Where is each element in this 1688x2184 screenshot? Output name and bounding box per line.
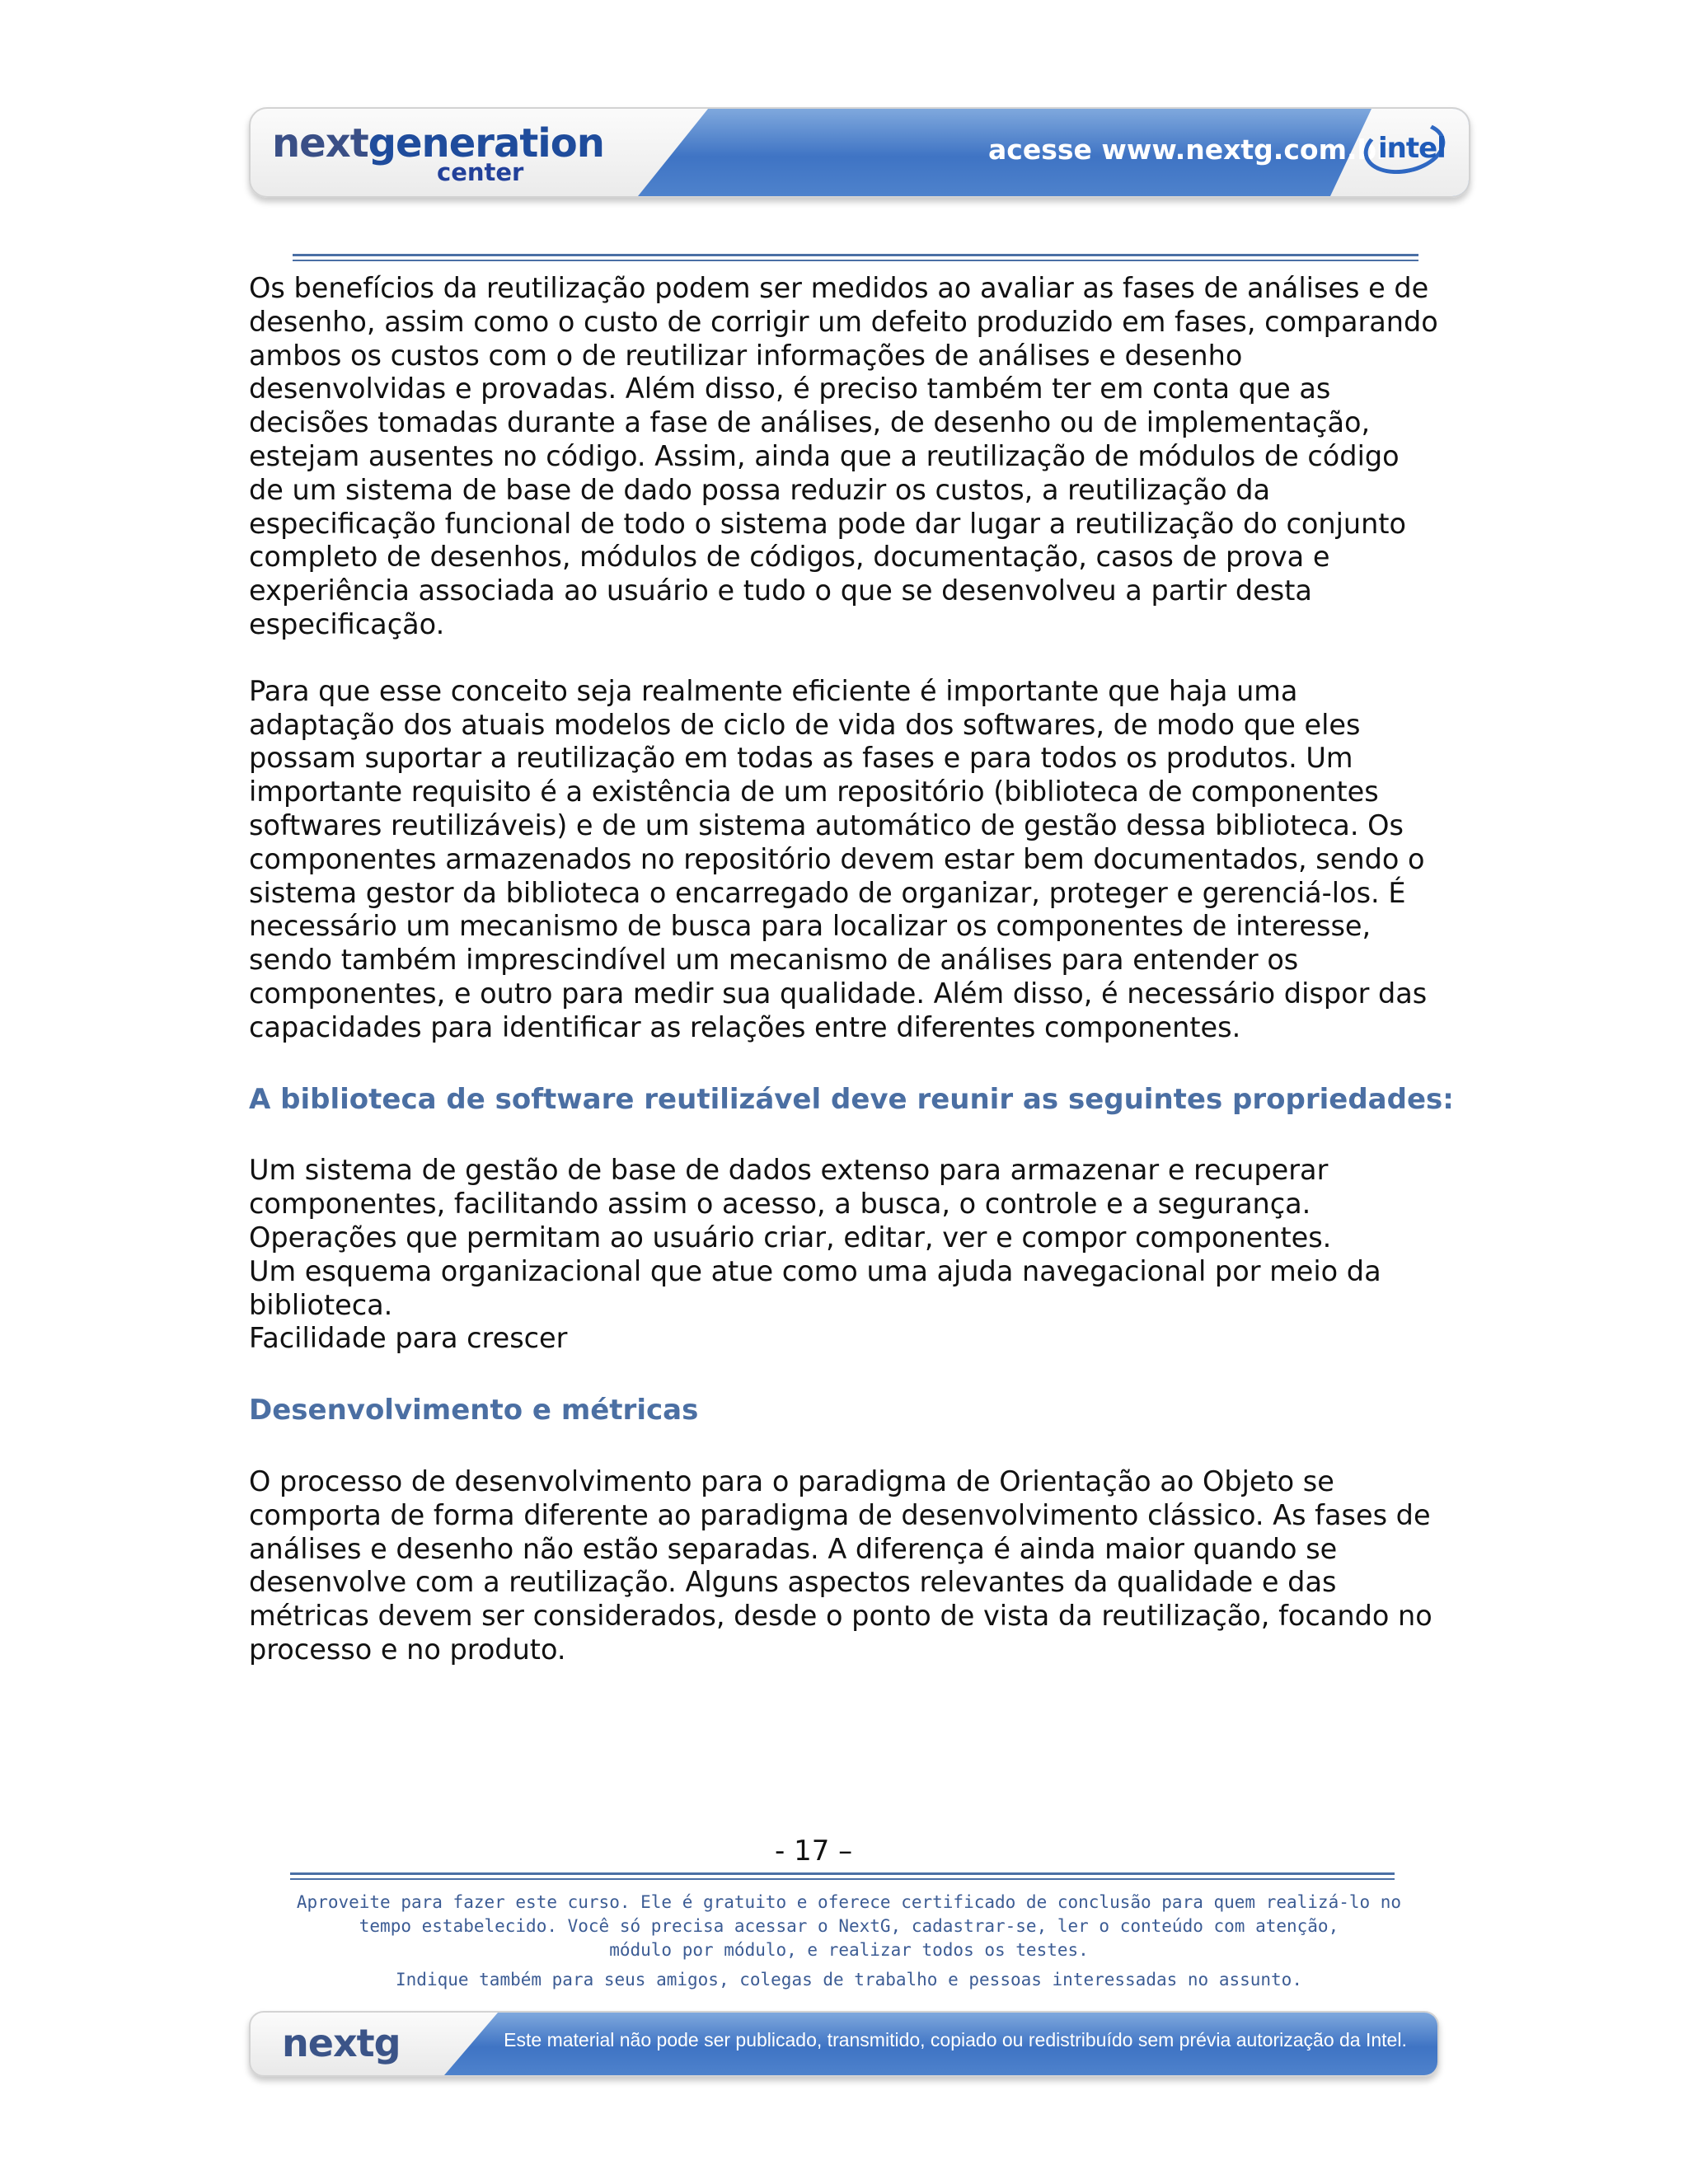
copyright-notice: Este material não pode ser publicado, transmitido, copiado ou redistribuído sem prévia autorização da Intel. [504,2029,1407,2050]
footer-note-line: Indique também para seus amigos, colegas de trabalho e pessoas interessadas no assunto. [396,1970,1302,1990]
intel-logo-text: intel [1378,132,1446,165]
logo-center-text: center [437,158,524,186]
page-number: - 17 – [775,1835,853,1868]
paragraph-library-properties: Um sistema de gestão de base de dados extenso para armazenar e recuperar componentes, facilitando assim o acesso, a busca, o controle e a segurança. Operações que permitam ao usuário criar, editar, ver e compor componentes. Um esquema organizacional que atue como uma ajuda navegacional por meio da biblioteca. Facilidade para crescer [249,1154,1381,1355]
logo-generation-text: generation [368,120,604,166]
section-heading-library-properties: A biblioteca de software reutilizável deve reunir as seguintes propriedades: [249,1082,1454,1116]
bottom-divider [290,1872,1395,1875]
footer-note-line: Aproveite para fazer este curso. Ele é gratuito e oferece certificado de conclusão para quem realizá-lo no [296,1892,1402,1912]
header-url-link[interactable]: acesse www.nextg.com.br [988,134,1390,166]
nextg-logo: nextg [282,2021,401,2065]
paragraph-development-process: O processo de desenvolvimento para o paradigma de Orientação ao Objeto se comporta de forma diferente ao paradigma de desenvolvimento clássico. As fases de análises e desenho não estão separadas. A diferença é ainda maior quando se desenvolve com a reutilização. Alguns aspectos relevantes da qualidade e das métricas devem ser considerados, desde o ponto de vista da reutilização, focando no processo e no produto. [249,1465,1432,1666]
header-banner [249,107,1470,198]
top-divider-secondary [293,260,1418,261]
document-body [249,272,1461,1667]
footer-note-line: módulo por módulo, e realizar todos os testes. [609,1940,1089,1960]
bottom-divider-secondary [290,1878,1395,1880]
section-heading-development-metrics: Desenvolvimento e métricas [249,1394,699,1427]
top-divider [293,254,1418,256]
logo-next-text: next [272,120,368,166]
paragraph-reuse-benefits: Os benefícios da reutilização podem ser medidos ao avaliar as fases de análises e de desenho, assim como o custo de corrigir um defeito produzido em fases, comparando ambos os custos com o de reutilizar informações de análises e desenho desenvolvidas e provadas. Além disso, é preciso também ter em conta que as decisões tomadas durante a fase de análises, de desenho ou de implementação, estejam ausentes no código. Assim, ainda que a reutilização de módulos de código de um sistema de base de dado possa reduzir os custos, a reutilização da especificação funcional de todo o sistema pode dar lugar a reutilização do conjunto completo de desenhos, módulos de códigos, documentação, casos de prova e experiência associada ao usuário e tudo o que se desenvolveu a partir desta especificação. [249,272,1438,640]
footer-banner [249,2011,1439,2077]
footer-course-note [280,1891,1418,1992]
footer-note-line: tempo estabelecido. Você só precisa acessar o NextG, cadastrar-se, ler o conteúdo com atenção, [359,1916,1339,1936]
paragraph-repository: Para que esse conceito seja realmente eficiente é importante que haja uma adaptação dos atuais modelos de ciclo de vida dos softwares, de modo que eles possam suportar a reutilização em todas as fases e para todos os produtos. Um importante requisito é a existência de um repositório (biblioteca de componentes softwares reutilizáveis) e de um sistema automático de gestão dessa biblioteca. Os componentes armazenados no repositório devem estar bem documentados, sendo o sistema gestor da biblioteca o encarregado de organizar, proteger e gerenciá-los. É necessário um mecanismo de busca para localizar os componentes de interesse, sendo também imprescindível um mecanismo de análises para entender os componentes, e outro para medir sua qualidade. Além disso, é necessário dispor das capacidades para identificar as relações entre diferentes componentes. [249,674,1428,1043]
